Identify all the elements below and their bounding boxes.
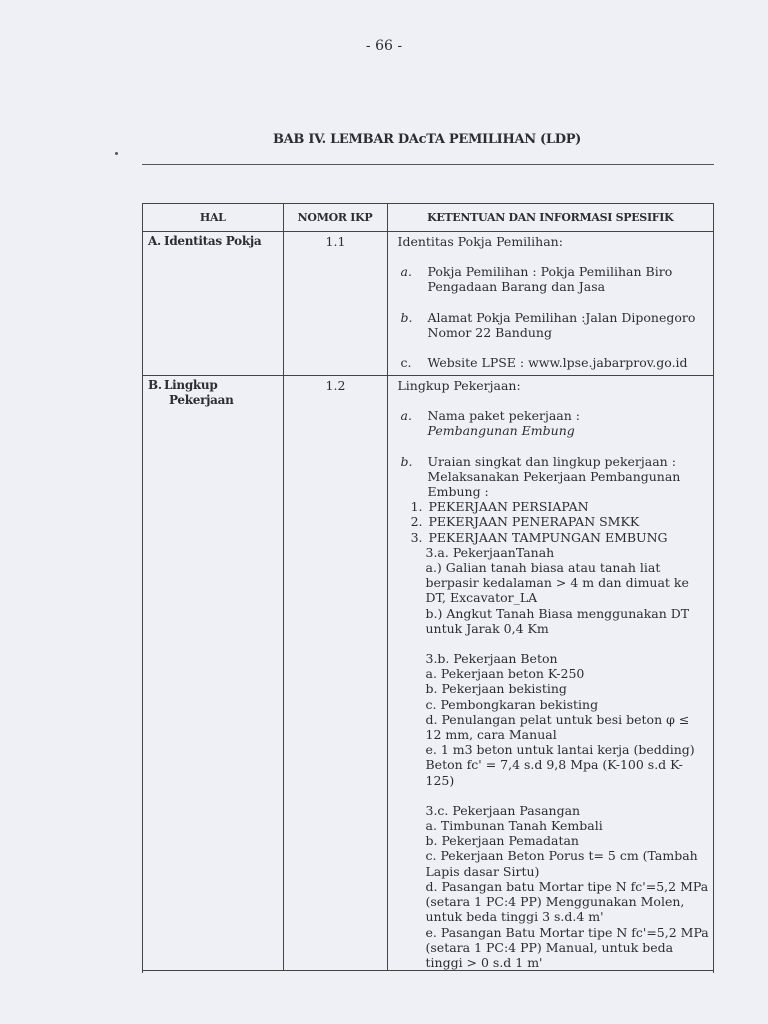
item-text: Alamat Pokja Pemilihan :Jalan Diponegoro Nomor 22 Bandung — [427, 309, 696, 340]
works-text: PEKERJAAN TAMPUNGAN EMBUNG — [428, 529, 668, 545]
row-b-intro: Lingkup Pekerjaan: — [397, 378, 521, 393]
item-marker: b. — [400, 453, 413, 469]
row-a-intro: Identitas Pokja Pemilihan: — [397, 234, 563, 249]
row-b-hal-line1: Lingkup — [164, 378, 218, 392]
row-a-spec — [387, 232, 713, 376]
row-b-hal-line2: Pekerjaan — [169, 393, 234, 408]
list-item — [401, 408, 710, 438]
detail-line: a. Timbunan Tanah Kembali — [425, 818, 603, 834]
works-number: 2. — [410, 514, 423, 530]
detail-line: b. Pekerjaan Pemadatan — [425, 833, 579, 849]
works-number: 1. — [410, 499, 423, 515]
item-marker: c. — [400, 355, 412, 371]
list-item — [401, 355, 710, 370]
works-text: PEKERJAAN PERSIAPAN — [428, 499, 589, 515]
table-row — [143, 232, 713, 376]
detail-line: 3.b. Pekerjaan Beton — [425, 651, 558, 667]
header-hal: HAL — [143, 204, 283, 232]
row-a-hal — [143, 232, 283, 376]
item-content — [428, 454, 710, 500]
document-title: BAB IV. LEMBAR DAcTA PEMILIHAN (LDP) — [272, 132, 582, 147]
works-list — [398, 499, 710, 545]
detail-line: 3.a. PekerjaanTanah — [425, 544, 555, 560]
row-a-letter: A. — [148, 234, 161, 248]
item-text: Pokja Pemilihan : Pokja Pemilihan Biro Pengadaan Barang dan Jasa — [427, 264, 673, 295]
item-marker: a. — [400, 408, 412, 424]
detail-line: c. Pembongkaran bekisting — [425, 696, 599, 712]
row-b-hal — [143, 376, 283, 971]
table-row — [143, 376, 713, 971]
table-header-row — [143, 204, 713, 232]
package-name-value: Pembangunan Embung — [427, 423, 575, 439]
detail-line: b. Pekerjaan bekisting — [425, 681, 567, 697]
row-b-nomor: 1.2 — [283, 376, 387, 971]
detail-line: a. Pekerjaan beton K-250 — [425, 666, 585, 682]
item-content — [428, 408, 580, 438]
row-b-spec — [387, 376, 713, 971]
works-number: 3. — [410, 529, 423, 545]
item-marker: a. — [400, 264, 412, 280]
header-ketentuan: KETENTUAN DAN INFORMASI SPESIFIK — [387, 204, 713, 232]
row-a-nomor: 1.1 — [283, 232, 387, 376]
detail-line: b.) Angkut Tanah Biasa menggunakan DT untuk Jarak 0,4 Km — [425, 605, 690, 636]
speck — [115, 152, 118, 155]
list-item — [401, 264, 710, 294]
works-item — [398, 514, 710, 529]
works-item — [398, 499, 710, 514]
title-rule — [142, 164, 714, 165]
section-3a — [398, 545, 710, 636]
list-item — [401, 454, 710, 500]
works-item — [398, 530, 710, 545]
detail-line: 3.c. Pekerjaan Pasangan — [425, 802, 581, 818]
row-b-letter: B. — [148, 378, 162, 392]
header-nomor-ikp: NOMOR IKP — [283, 204, 387, 232]
package-name-label: Nama paket pekerjaan : — [427, 408, 580, 424]
detail-line: d. Pasangan batu Mortar tipe N fc'=5,2 MPa (setara 1 PC:4 PP) Menggunakan Molen, untuk beda tinggi 3 s.d.4 m' — [425, 878, 709, 925]
detail-line: a.) Galian tanah biasa atau tanah liat berpasir kedalaman > 4 m dan dimuat ke DT, Excavator_LA — [425, 560, 689, 606]
detail-line: e. 1 m3 beton untuk lantai kerja (bedding) Beton fc' = 7,4 s.d 9,8 Mpa (K-100 s.d K-125) — [425, 742, 695, 788]
page-number: - 66 - — [365, 38, 403, 54]
detail-line: d. Penulangan pelat untuk besi beton φ ≤ 12 mm, cara Manual — [425, 711, 690, 743]
item-text: Website LPSE : www.lpse.jabarprov.go.id — [427, 355, 688, 371]
detail-line: e. Pasangan Batu Mortar tipe N fc'=5,2 MPa (setara 1 PC:4 PP) Manual, untuk beda tinggi > 0 s.d 1 m' — [425, 924, 709, 970]
scope-description: Uraian singkat dan lingkup pekerjaan : Melaksanakan Pekerjaan Pembangunan Embung : — [427, 453, 681, 500]
ldp-table — [142, 203, 714, 973]
row-a-hal-text: Identitas Pokja — [164, 234, 262, 248]
list-item — [401, 310, 710, 340]
works-text: PEKERJAAN PENERAPAN SMKK — [428, 514, 640, 530]
detail-line: c. Pekerjaan Beton Porus t= 5 cm (Tambah Lapis dasar Sirtu) — [425, 848, 698, 879]
section-3c — [398, 803, 710, 970]
item-marker: b. — [400, 309, 413, 325]
section-3b — [398, 651, 710, 788]
